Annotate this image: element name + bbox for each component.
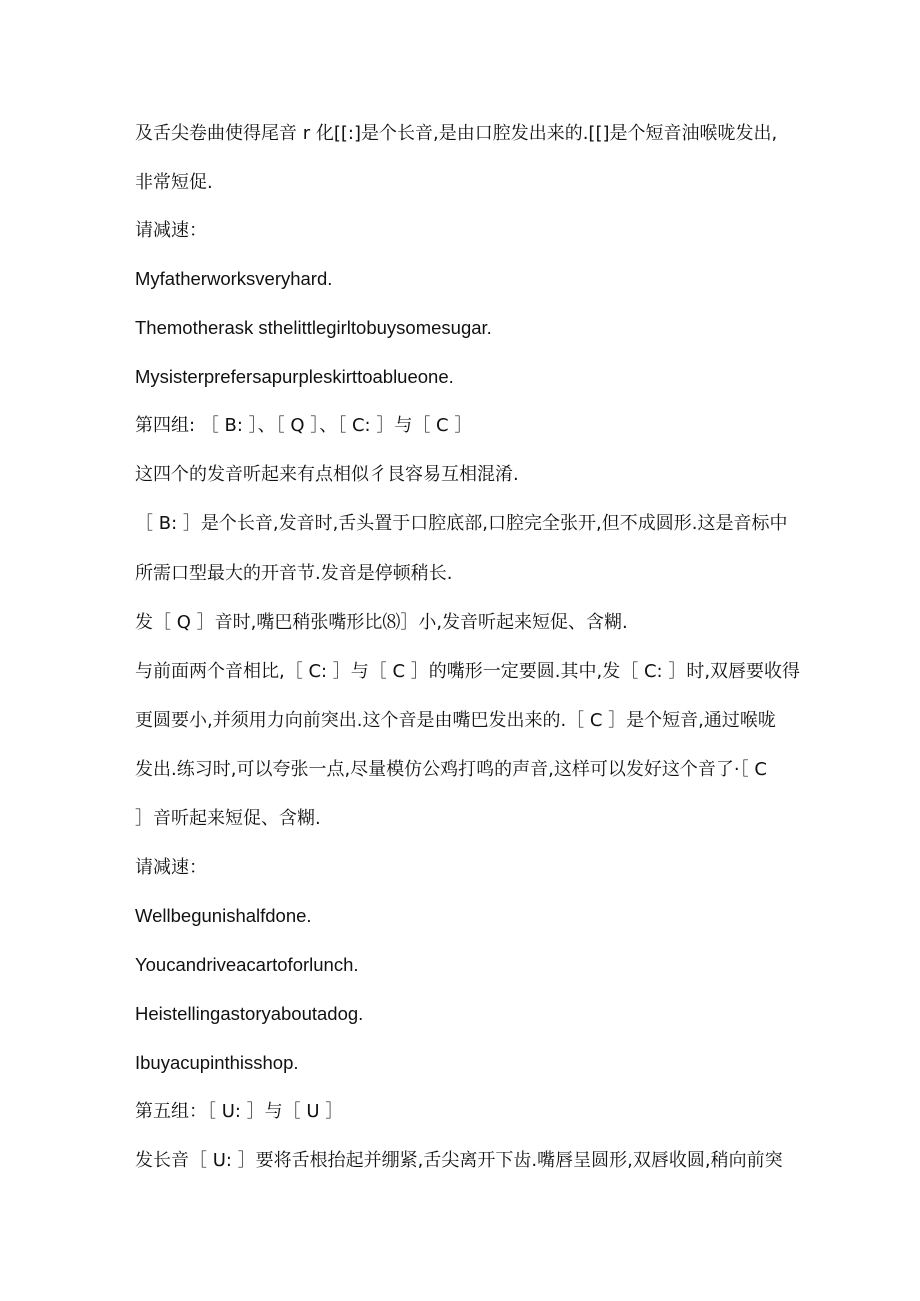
text-line: 这四个的发音听起来有点相似彳艮容易互相混淆. (135, 464, 519, 485)
text-line: 及舌尖卷曲使得尾音 r 化[[:]是个长音,是由口腔发出来的.[[]是个短音油喉咙发出, (135, 123, 778, 144)
text-line: Ibuyacupinthisshop. (135, 1052, 299, 1073)
text-line: 更圆要小,并须用力向前突出.这个音是由嘴巴发出来的.［ C ］是个短音,通过喉咙 (135, 710, 776, 731)
text-line: ［ B: ］是个长音,发音时,舌头置于口腔底部,口腔完全张开,但不成圆形.这是音标中 (135, 513, 788, 534)
text-line: Youcandriveacartoforlunch. (135, 954, 359, 975)
text-line: Heistellingastoryaboutadog. (135, 1003, 364, 1024)
text-line: Themotherask sthelittlegirltobuysomesugar. (135, 317, 492, 338)
text-line: 非常短促. (135, 172, 213, 193)
text-line: Myfatherworksveryhard. (135, 268, 333, 289)
text-line: 所需口型最大的开音节.发音是停顿稍长. (135, 563, 453, 584)
section-heading: 第四组: ［ B: ］、［ Q ］、［ C: ］与［ C ］ (135, 415, 473, 436)
text-line: 请减速： (135, 220, 207, 241)
text-line: Wellbegunishalfdone. (135, 905, 312, 926)
section-heading: 第五组：［ U: ］与［ U ］ (135, 1101, 344, 1122)
text-line: 发出.练习时,可以夸张一点,尽量模仿公鸡打鸣的声音,这样可以发好这个音了·［ C (135, 759, 767, 780)
text-line: 与前面两个音相比,［ C: ］与［ C ］的嘴形一定要圆.其中,发［ C: ］时,双唇要收得 (135, 661, 801, 682)
text-line: 请减速： (135, 857, 207, 878)
text-line: Mysisterprefersapurpleskirttoablueone. (135, 366, 454, 387)
text-line: ］音听起来短促、含糊. (135, 808, 321, 829)
text-line: 发［ Q ］音时,嘴巴稍张嘴形比⑻］小,发音听起来短促、含糊. (135, 612, 628, 633)
text-line: 发长音［ U: ］要将舌根抬起并绷紧,舌尖离开下齿.嘴唇呈圆形,双唇收圆,稍向前突 (135, 1150, 783, 1171)
